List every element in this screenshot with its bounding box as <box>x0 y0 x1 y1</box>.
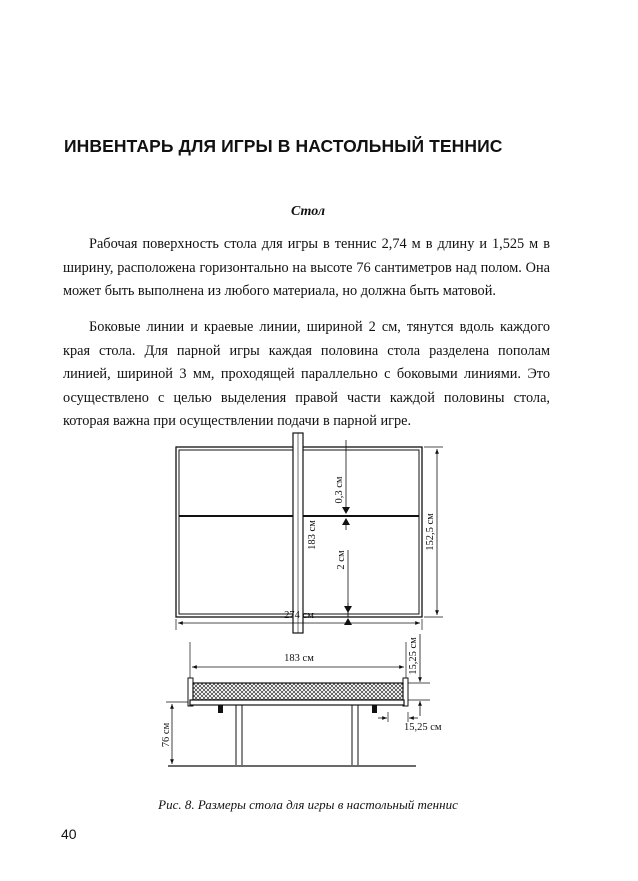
table-width-label: 152,5 см <box>425 513 436 551</box>
top-view <box>176 433 443 633</box>
paragraph-table-surface: Рабочая поверхность стола для игры в теннис 2,74 м в длину и 1,525 м в ширину, расположена горизонтально на высоте 76 сантиметров над полом. Она может быть выполнена из любого материала, но должна быть матовой. <box>63 236 550 299</box>
page-title: ИНВЕНТАРЬ ДЛЯ ИГРЫ В НАСТОЛЬНЫЙ ТЕННИС <box>64 136 503 156</box>
table-length-label: 274 см <box>284 610 314 621</box>
page-number: 40 <box>61 826 77 842</box>
paragraph-table-lines: Боковые линии и краевые линии, шириной 2 см, тянутся вдоль каждого края стола. Для парной игры каждая половина стола разделена пополам линией, шириной 3 мм, проходящей параллельно с боковыми линиями. Это осуществлено с целью выделения правой части каждой половины стола, которая важна при осуществлении подачи в парной игре. <box>63 319 550 429</box>
net-overhang-label: 15,25 см <box>404 722 442 733</box>
section-title: Стол <box>290 204 326 219</box>
side-view <box>161 634 442 766</box>
net-side-view <box>193 683 403 700</box>
side-net-length-label: 183 см <box>284 653 314 664</box>
table-height-label: 76 см <box>161 722 172 748</box>
figure-caption: Рис. 8. Размеры стола для игры в настольный теннис <box>158 797 458 812</box>
table-top-side <box>190 700 404 705</box>
edge-line-label: 2 см <box>336 550 347 570</box>
net-height-label: 15,25 см <box>408 637 419 675</box>
table-dimensions-figure <box>150 420 460 782</box>
center-line-label: 0,3 см <box>334 476 345 504</box>
net-length-label: 183 см <box>307 520 318 550</box>
